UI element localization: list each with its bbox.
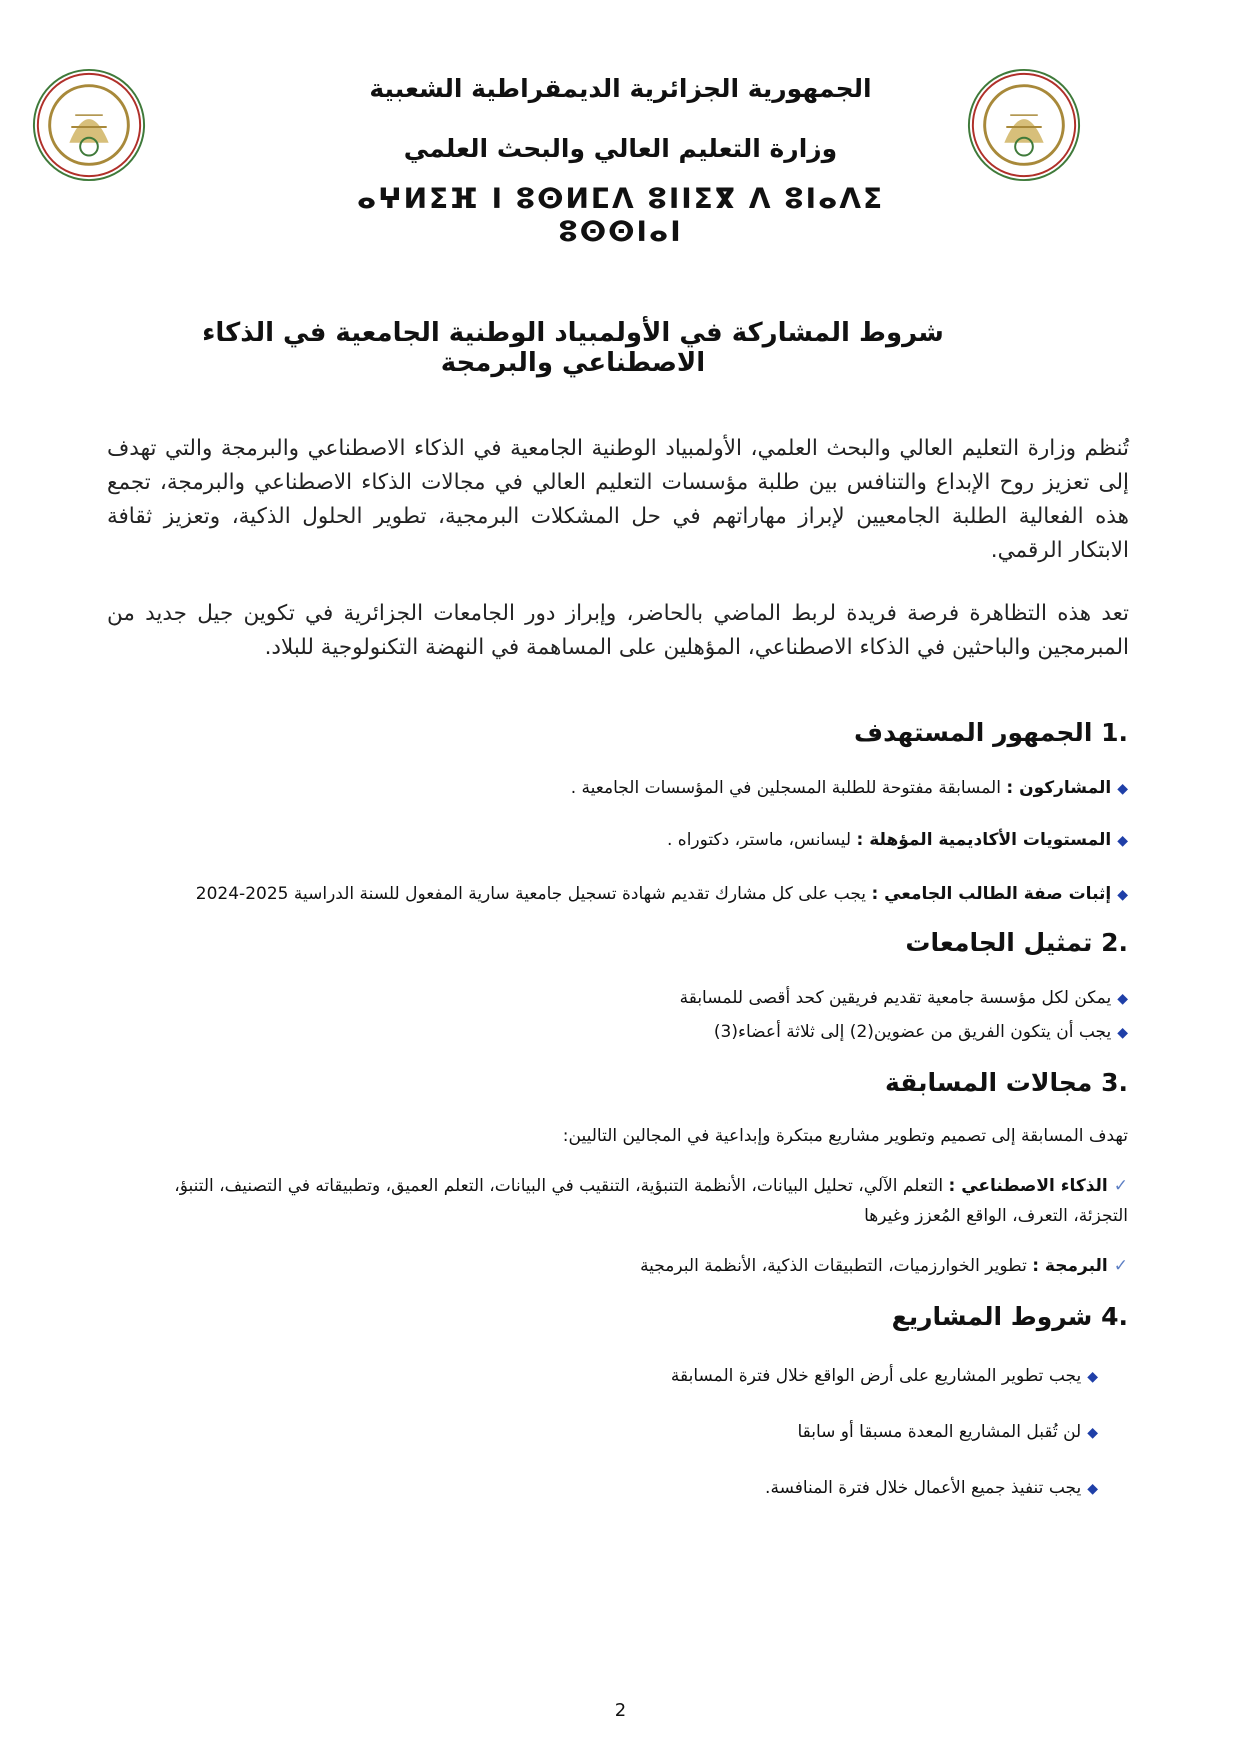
list-item	[571, 778, 1128, 798]
list-item	[667, 830, 1128, 850]
diamond-bullet-icon: ◆	[1117, 991, 1128, 1007]
item-text: تطوير الخوارزميات، التطبيقات الذكية، الأنظمة البرمجية	[640, 1256, 1033, 1276]
item-text: يجب تنفيذ جميع الأعمال خلال فترة المنافسة.	[765, 1478, 1082, 1498]
diamond-bullet-icon: ◆	[1087, 1369, 1098, 1385]
ministry-seal-right-icon	[965, 66, 1083, 184]
tifinagh-heading: ⴰⵖⵍⵉⴼ ⵏ ⵓⵙⵍⵎⴷ ⵓⵏⵏⵉⴳ ⴷ ⵓⵏⴰⴷⵉ ⵓⵙⵙⵏⴰⵏ	[356, 182, 885, 248]
list-item	[765, 1478, 1098, 1498]
list-item	[671, 1366, 1098, 1386]
item-text: لن تُقبل المشاريع المعدة مسبقا أو سابقا	[797, 1422, 1082, 1442]
item-label: إثبات صفة الطالب الجامعي :	[871, 884, 1112, 904]
list-item	[640, 1256, 1128, 1276]
checkmark-icon: ✓	[1113, 1256, 1128, 1276]
item-text: التعلم الآلي، تحليل البيانات، الأنظمة التنبؤية، التنقيب في البيانات، التعلم العميق، وتطبيقاته في التصنيف، التنبؤ،	[174, 1176, 949, 1196]
intro-paragraph-1: تُنظم وزارة التعليم العالي والبحث العلمي، الأولمبياد الوطنية الجامعية في الذكاء الاصطناعي والبرمجة والتي تهدف إلى تعزيز روح الإبداع والتنافس بين طلبة مؤسسات التعليم العالي في مجالات الذكاء الاصطناعي والبرمجة، تجمع هذه الفعالية الطلبة الجامعيين لإبراز مهاراتهم في حل المشكلات البرمجية، تطوير الحلول الذكية، وتعزيز ثقافة الابتكار الرقمي.	[107, 436, 1129, 563]
item-text-continuation: التجزئة، التعرف، الواقع المُعزز وغيرها	[864, 1206, 1128, 1226]
diamond-bullet-icon: ◆	[1117, 781, 1128, 797]
item-label: المشاركون :	[1006, 778, 1112, 798]
section-heading-universities: .2 تمثيل الجامعات	[905, 928, 1128, 957]
item-label: البرمجة :	[1032, 1256, 1108, 1276]
checkmark-icon: ✓	[1113, 1176, 1128, 1196]
list-item	[680, 988, 1128, 1008]
document-title: شروط المشاركة في الأولمبياد الوطنية الجامعية في الذكاء الاصطناعي والبرمجة	[202, 318, 944, 378]
list-item	[714, 1022, 1128, 1042]
diamond-bullet-icon: ◆	[1087, 1425, 1098, 1441]
ministry-heading: وزارة التعليم العالي والبحث العلمي	[403, 134, 838, 163]
list-item	[174, 1176, 1128, 1196]
section-heading-audience: .1 الجمهور المستهدف	[854, 718, 1128, 747]
item-text: يمكن لكل مؤسسة جامعية تقديم فريقين كحد أقصى للمسابقة	[679, 988, 1112, 1008]
item-text: يجب أن يتكون الفريق من عضوين(2) إلى ثلاثة أعضاء(3)	[713, 1022, 1112, 1042]
item-label: المستويات الأكاديمية المؤهلة :	[856, 830, 1112, 850]
item-text: يجب على كل مشارك تقديم شهادة تسجيل جامعية سارية المفعول للسنة الدراسية 2025-2024	[195, 884, 872, 904]
diamond-bullet-icon: ◆	[1117, 887, 1128, 903]
section-intro: تهدف المسابقة إلى تصميم وتطوير مشاريع مبتكرة وإبداعية في المجالين التاليين:	[562, 1126, 1128, 1146]
list-item	[196, 884, 1128, 904]
section-heading-fields: .3 مجالات المسابقة	[884, 1068, 1128, 1097]
item-text: المسابقة مفتوحة للطلبة المسجلين في المؤسسات الجامعية .	[570, 778, 1007, 798]
item-text: ليسانس، ماستر، دكتوراه .	[666, 830, 857, 850]
item-text: يجب تطوير المشاريع على أرض الواقع خلال فترة المسابقة	[670, 1366, 1082, 1386]
section-heading-project-rules: .4 شروط المشاريع	[891, 1302, 1128, 1331]
intro-paragraph-2: تعد هذه التظاهرة فرصة فريدة لربط الماضي بالحاضر، وإبراز دور الجامعات الجزائرية في تكوين جيل جديد من المبرمجين والباحثين في الذكاء الاصطناعي، المؤهلين على المساهمة في النهضة التكنولوجية للبلاد.	[107, 601, 1129, 660]
diamond-bullet-icon: ◆	[1117, 1025, 1128, 1041]
republic-heading: الجمهورية الجزائرية الديمقراطية الشعبية	[369, 74, 872, 103]
diamond-bullet-icon: ◆	[1117, 833, 1128, 849]
list-item	[797, 1422, 1098, 1442]
ministry-seal-left-icon	[30, 66, 148, 184]
item-label: الذكاء الاصطناعي :	[948, 1176, 1108, 1196]
page-number: 2	[614, 1700, 627, 1721]
diamond-bullet-icon: ◆	[1087, 1481, 1098, 1497]
